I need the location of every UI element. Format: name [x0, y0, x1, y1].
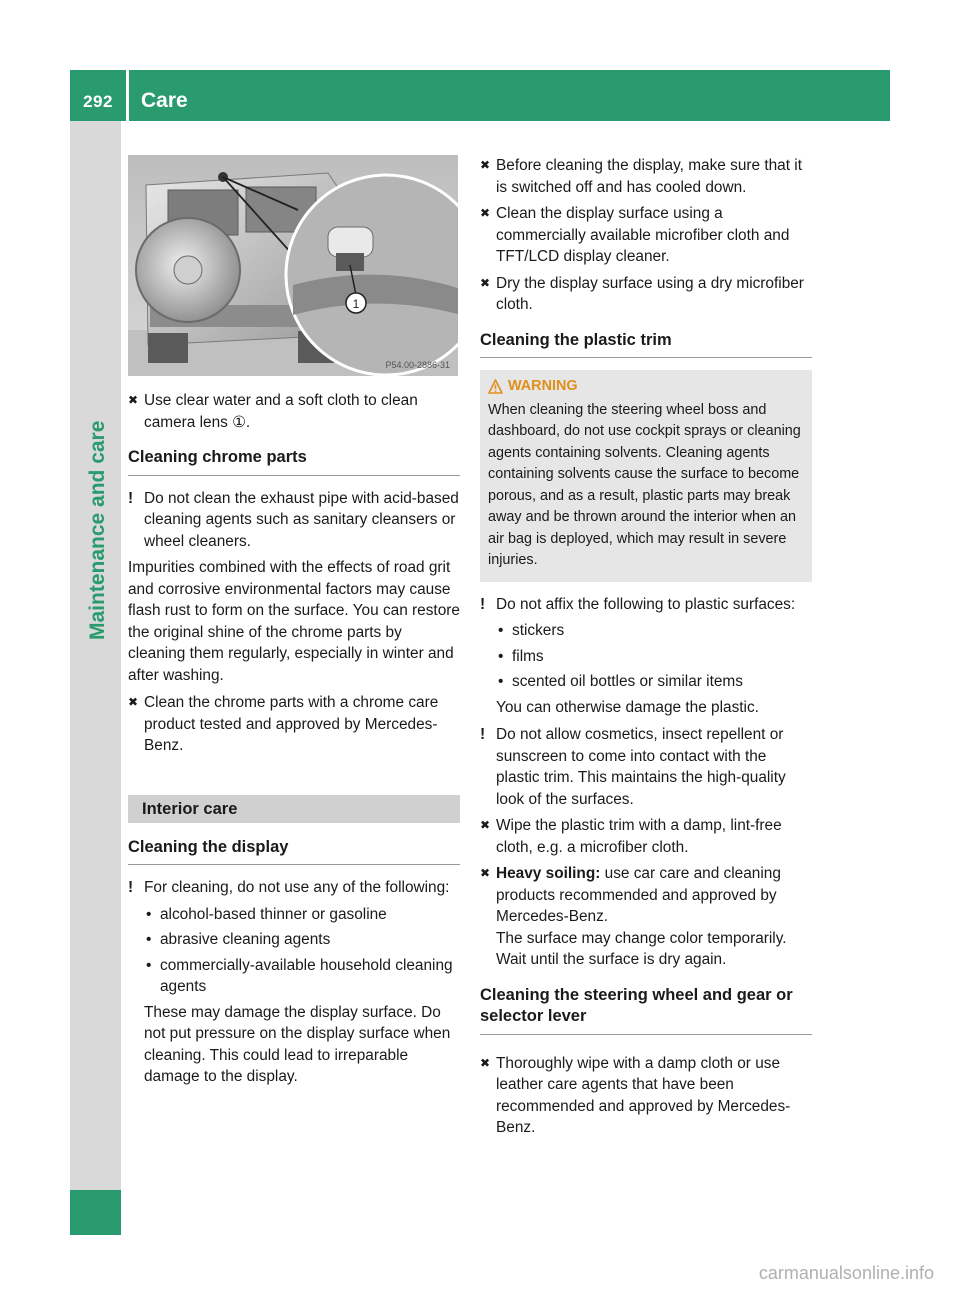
arrow-icon: ✖	[480, 158, 491, 172]
note-text: For cleaning, do not use any of the following:	[144, 879, 450, 896]
bullet-icon: •	[498, 647, 504, 665]
arrow-icon: ✖	[128, 393, 139, 407]
list-item	[128, 929, 460, 951]
step-text: Clean the chrome parts with a chrome care product tested and approved by Mercedes-Benz.	[144, 694, 439, 754]
step-text: Dry the display surface using a dry microfiber cloth.	[496, 274, 804, 313]
figure-callout: 1	[352, 297, 360, 311]
list-item	[480, 620, 812, 642]
step-emphasis: Heavy soiling:	[496, 865, 601, 882]
note-text: Do not clean the exhaust pipe with acid-based cleaning agents such as sanitary cleansers or wheel cleaners.	[144, 489, 459, 550]
bullet-icon: •	[146, 956, 152, 974]
vehicle-illustration	[128, 155, 458, 376]
arrow-icon: ✖	[480, 818, 491, 832]
arrow-icon: ✖	[128, 695, 139, 709]
list-item-text: scented oil bottles or similar items	[512, 673, 743, 690]
list-item	[480, 671, 812, 693]
heading-chrome: Cleaning chrome parts	[128, 447, 460, 476]
instruction-step	[480, 273, 812, 316]
camera-figure	[128, 155, 458, 376]
arrow-icon: ✖	[480, 275, 491, 290]
arrow-icon: ✖	[480, 866, 491, 880]
caution-note	[128, 488, 460, 553]
list-item	[128, 904, 460, 926]
left-column	[128, 155, 460, 1094]
bullet-icon: •	[146, 931, 152, 948]
heading-display: Cleaning the display	[128, 837, 460, 866]
section-interior-care	[128, 795, 460, 823]
exclamation-icon: !	[128, 879, 134, 896]
warning-label: WARNING	[508, 378, 578, 394]
instruction-step	[128, 390, 460, 433]
header-bar	[70, 70, 890, 121]
side-tab	[70, 121, 121, 1235]
note-text: Do not allow cosmetics, insect repellent or sunscreen to come into contact with the plastic trim. This maintains the high-quality look of the surfaces.	[496, 726, 786, 808]
heading-steering-wheel: Cleaning the steering wheel and gear or selector lever	[480, 985, 812, 1035]
exclamation-icon: !	[480, 595, 486, 613]
instruction-step	[480, 155, 812, 198]
list-item	[480, 646, 812, 668]
list-item-text: stickers	[512, 622, 565, 639]
note-text: Do not affix the following to plastic surfaces:	[496, 595, 796, 613]
step-text-continued: The surface may change color temporarily. Wait until the surface is dry again.	[496, 929, 787, 968]
exclamation-icon: !	[128, 489, 134, 507]
side-tab-marker	[70, 1190, 121, 1235]
step-text: Thoroughly wipe with a damp cloth or use leather care agents that have been recommended and approved by Mercedes-Benz.	[496, 1054, 791, 1136]
arrow-icon: ✖	[480, 206, 491, 220]
paragraph: Impurities combined with the effects of road grit and corrosive environmental factors may cause flash rust to form on the surface. You can restore the original shine of the chrome parts by cleaning them regularly, especially in winter and after washing.	[128, 559, 460, 684]
bullet-icon: •	[146, 905, 152, 923]
warning-title	[488, 376, 804, 398]
instruction-step	[480, 863, 812, 971]
figure-code: P54.00-2886-31	[385, 360, 450, 370]
paragraph: These may damage the display surface. Do not put pressure on the display surface when cleaning. This could lead to irreparable damage to the display.	[144, 1003, 451, 1085]
step-text: Clean the display surface using a commercially available microfiber cloth and TFT/LCD display cleaner.	[496, 205, 790, 265]
paragraph: You can otherwise damage the plastic.	[496, 698, 759, 716]
warning-triangle-icon	[488, 379, 503, 394]
step-text: Wipe the plastic trim with a damp, lint-free cloth, e.g. a microfiber cloth.	[496, 817, 782, 856]
instruction-step	[480, 1053, 812, 1139]
heading-plastic-trim: Cleaning the plastic trim	[480, 330, 812, 359]
step-text: use car care and cleaning products recommended and approved by Mercedes-Benz.	[496, 865, 781, 925]
section-title: Care	[141, 89, 188, 112]
right-column	[480, 155, 812, 1144]
list-item-text: alcohol-based thinner or gasoline	[160, 905, 387, 923]
instruction-step	[480, 203, 812, 268]
side-tab-label: Maintenance and care	[86, 420, 109, 640]
instruction-step	[128, 692, 460, 757]
list-item-text: films	[512, 647, 544, 665]
warning-text: When cleaning the steering wheel boss and dashboard, do not use cockpit sprays or cleaning agents containing solvents. Cleaning agents containing solvents cause the surface to become porous, and as a result, plastic parts may break away and be thrown around the interior when an air bag is deployed, which may result in severe injuries.	[488, 401, 801, 568]
exclamation-icon: !	[480, 726, 486, 743]
caution-note	[480, 724, 812, 810]
bullet-icon: •	[498, 622, 504, 639]
caution-note	[480, 594, 812, 616]
caution-note	[128, 877, 460, 899]
list-item-text: abrasive cleaning agents	[160, 931, 331, 948]
page-number: 292	[83, 92, 113, 111]
list-item-text: commercially-available household cleaning agents	[160, 956, 453, 995]
step-text: Before cleaning the display, make sure that it is switched off and has cooled down.	[496, 157, 802, 196]
watermark: carmanualsonline.info	[758, 1263, 934, 1283]
header-divider	[126, 70, 129, 121]
list-item	[128, 955, 460, 998]
instruction-step	[480, 815, 812, 858]
step-text: Use clear water and a soft cloth to clean camera lens ①.	[144, 392, 418, 431]
arrow-icon: ✖	[480, 1055, 491, 1070]
warning-box	[480, 370, 812, 582]
section-label: Interior care	[142, 799, 238, 818]
bullet-icon: •	[498, 673, 504, 690]
